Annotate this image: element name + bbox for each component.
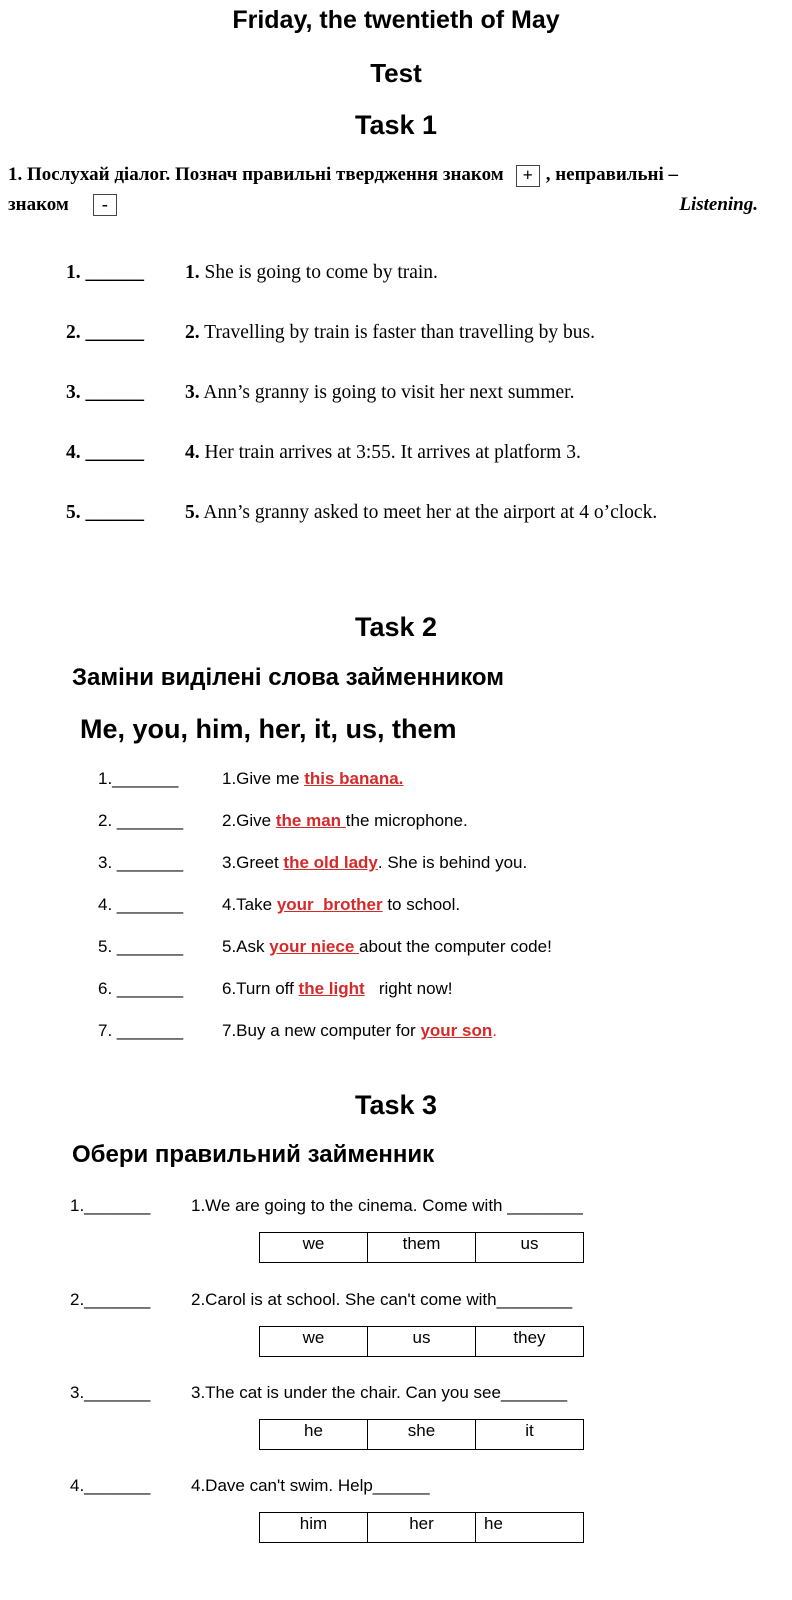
listening-label: Listening. <box>679 193 758 215</box>
list-item <box>98 979 738 1021</box>
option-cell[interactable]: he <box>260 1420 368 1450</box>
options-table <box>259 1419 584 1450</box>
list-item <box>98 769 738 811</box>
answer-blank[interactable]: 6. _______ <box>98 979 184 998</box>
answer-blank[interactable]: 5. ______ <box>66 502 144 523</box>
option-cell[interactable]: us <box>368 1327 476 1357</box>
sentence: 3.Greet the old lady. She is behind you. <box>222 853 528 872</box>
answer-blank[interactable]: 2._______ <box>70 1290 151 1309</box>
answer-blank[interactable]: 2. ______ <box>66 322 144 343</box>
option-cell[interactable]: they <box>476 1327 584 1357</box>
pronoun-list: Me, you, him, her, it, us, them <box>80 714 457 744</box>
option-cell[interactable]: she <box>368 1420 476 1450</box>
list-item <box>66 442 766 502</box>
answer-blank[interactable]: 3. _______ <box>98 853 184 872</box>
task1-list <box>66 262 766 562</box>
list-item <box>66 382 766 442</box>
statement: 2. Travelling by train is faster than travelling by bus. <box>185 322 595 343</box>
list-item <box>66 262 766 322</box>
question-item <box>70 1196 710 1253</box>
sentence: 6.Turn off the light right now! <box>222 979 453 998</box>
test-heading: Test <box>370 58 422 88</box>
option-cell[interactable]: we <box>260 1233 368 1263</box>
question-text: 2.Carol is at school. She can't come with________ <box>191 1290 573 1309</box>
answer-blank[interactable]: 5. _______ <box>98 937 184 956</box>
option-cell[interactable]: them <box>368 1233 476 1263</box>
minus-box: - <box>93 194 117 216</box>
task1-title: Task 1 <box>354 110 438 140</box>
answer-blank[interactable]: 4._______ <box>70 1476 151 1495</box>
answer-blank[interactable]: 3. ______ <box>66 382 144 403</box>
statement: 4. Her train arrives at 3:55. It arrives at platform 3. <box>185 442 581 463</box>
statement: 3. Ann’s granny is going to visit her next summer. <box>185 382 575 403</box>
option-cell[interactable]: we <box>260 1327 368 1357</box>
list-item <box>66 502 766 562</box>
task3-title: Task 3 <box>354 1090 438 1120</box>
answer-blank[interactable]: 1._______ <box>98 769 179 788</box>
task2-list <box>98 769 738 1063</box>
question-text: 4.Dave can't swim. Help______ <box>191 1476 430 1495</box>
options-table <box>259 1326 584 1357</box>
list-item <box>98 811 738 853</box>
list-item <box>98 895 738 937</box>
option-cell[interactable]: it <box>476 1420 584 1450</box>
plus-box: + <box>516 165 540 187</box>
task2-instruction: Заміни виділені слова займенником <box>72 664 504 691</box>
list-item <box>66 322 766 382</box>
list-item <box>98 937 738 979</box>
sentence: 5.Ask your niece about the computer code! <box>222 937 552 956</box>
answer-blank[interactable]: 2. _______ <box>98 811 184 830</box>
sentence: 4.Take your brother to school. <box>222 895 461 914</box>
option-cell[interactable]: him <box>260 1513 368 1543</box>
answer-blank[interactable]: 4. _______ <box>98 895 184 914</box>
sentence: 1.Give me this banana. <box>222 769 404 788</box>
instruction-text-2: , неправильні – <box>545 164 678 185</box>
question-item <box>70 1476 710 1533</box>
sentence: 7.Buy a new computer for your son. <box>222 1021 497 1040</box>
answer-blank[interactable]: 1._______ <box>70 1196 151 1215</box>
list-item <box>98 853 738 895</box>
options-table <box>259 1232 584 1263</box>
answer-blank[interactable]: 7. _______ <box>98 1021 184 1040</box>
statement: 1. She is going to come by train. <box>185 262 438 283</box>
question-text: 3.The cat is under the chair. Can you see_______ <box>191 1383 568 1402</box>
question-text: 1.We are going to the cinema. Come with ________ <box>191 1196 583 1215</box>
instruction-text-3: знаком <box>8 193 69 215</box>
date-heading: Friday, the twentieth of May <box>232 6 560 34</box>
task1-instruction <box>8 164 778 218</box>
sentence: 2.Give the man the microphone. <box>222 811 468 830</box>
answer-blank[interactable]: 4. ______ <box>66 442 144 463</box>
instruction-text: 1. Послухай діалог. Познач правильні твердження знаком <box>8 164 504 185</box>
option-cell[interactable]: her <box>368 1513 476 1543</box>
question-item <box>70 1383 710 1440</box>
task3-instruction: Обери правильний займенник <box>72 1141 435 1168</box>
option-cell[interactable]: us <box>476 1233 584 1263</box>
statement: 5. Ann’s granny asked to meet her at the airport at 4 o’clock. <box>185 502 658 523</box>
answer-blank[interactable]: 3._______ <box>70 1383 151 1402</box>
list-item <box>98 1021 738 1063</box>
option-cell[interactable]: he <box>476 1513 584 1543</box>
question-item <box>70 1290 710 1347</box>
answer-blank[interactable]: 1. ______ <box>66 262 144 283</box>
options-table <box>259 1512 584 1543</box>
task2-title: Task 2 <box>354 612 438 642</box>
